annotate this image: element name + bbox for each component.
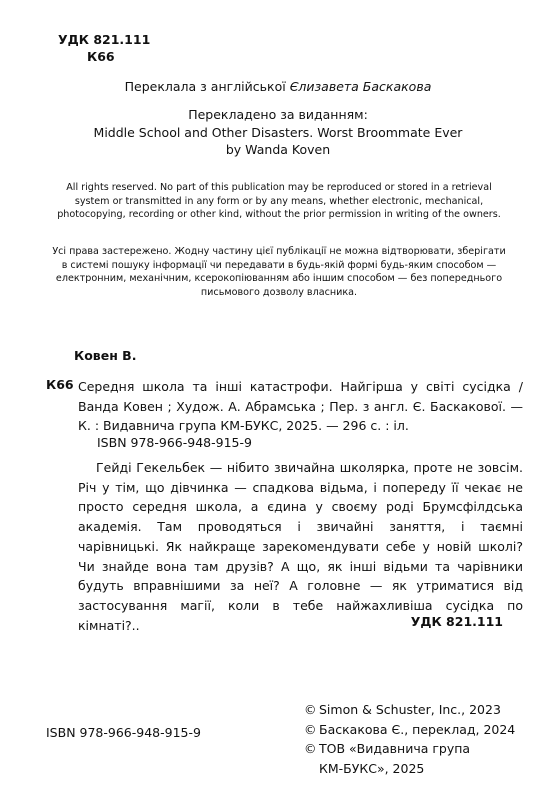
original-edition-label: Перекладено за виданням: (188, 107, 368, 122)
translator-name: Єлизавета Баскакова (289, 79, 432, 94)
copyright-text: Баскакова Є., переклад, 2024 (319, 721, 516, 737)
original-edition (0, 106, 556, 159)
author-mark: К66 (87, 49, 115, 64)
catalog-isbn: ISBN 978-966-948-915-9 (97, 435, 252, 450)
copyright-icon: © (304, 741, 317, 756)
copyright-list (304, 700, 515, 778)
catalog-author-mark: К66 (46, 377, 74, 392)
translator-credit (0, 79, 556, 94)
copyright-icon: © (304, 721, 317, 737)
copyright-line (304, 739, 515, 759)
udk-code-bottom: УДК 821.111 (410, 614, 503, 629)
copyright-icon: © (304, 702, 317, 717)
isbn-bottom: ISBN 978-966-948-915-9 (46, 725, 201, 740)
copyright-line (304, 720, 515, 740)
catalog-entry: Середня школа та інші катастрофи. Найгірша у світі сусідка / Ванда Ковен ; Худож. А. Абрамська ; Пер. з англ. Є. Баскакової. — К. : Видавнича група КМ-БУКС, 2025. — 296 с. : іл. (78, 379, 523, 433)
udk-code-top (58, 31, 150, 65)
translator-prefix: Переклала з англійської (124, 79, 286, 94)
original-author: by Wanda Koven (225, 142, 331, 157)
udk-number: УДК 821.111 (58, 32, 151, 47)
catalog-author-heading: Ковен В. (74, 348, 137, 363)
rights-notice-ukrainian: Усі права застережено. Жодну частину цієї публікації не можна відтворювати, зберігати в системі пошуку інформації чи передавати в будь-якій формі будь-яким способом — електронним, механічним, ксерокопіюванням або іншим способом — без попереднього письмового дозволу власника. (52, 246, 506, 298)
copyright-text: Simon & Schuster, Inc., 2023 (319, 702, 501, 717)
copyright-line (304, 700, 515, 720)
rights-notice-english: All rights reserved. No part of this publication may be reproduced or stored in a retrieval system or transmitted in any form or by any means, whether electronic, mechanical, photocopying, recording or other kind, without the prior permission in writing of the owners. (57, 182, 501, 220)
original-title: Middle School and Other Disasters. Worst Broommate Ever (93, 124, 463, 140)
copyright-line-continued: КМ-БУКС», 2025 (319, 760, 425, 776)
copyright-text: ТОВ «Видавнича група (319, 741, 471, 756)
book-annotation: Гейді Гекельбек — нібито звичайна школярка, проте не зовсім. Річ у тім, що дівчинка — спадкова відьма, і попереду її чекає не просто середня школа, а єдина у своєму роді Брумсфілдська академія. Там проводяться і звичайні заняття, і таємні чарівницькі. Як найкраще зарекомендувати себе у новій школі? Чи знайде вона там друзів? А що, як інші відьми та чарівники будуть вправнішими за неї? А головне — як утриматися від застосування магії, коли в тебе найжахливіша сусідка по кімнаті?.. (78, 460, 523, 633)
